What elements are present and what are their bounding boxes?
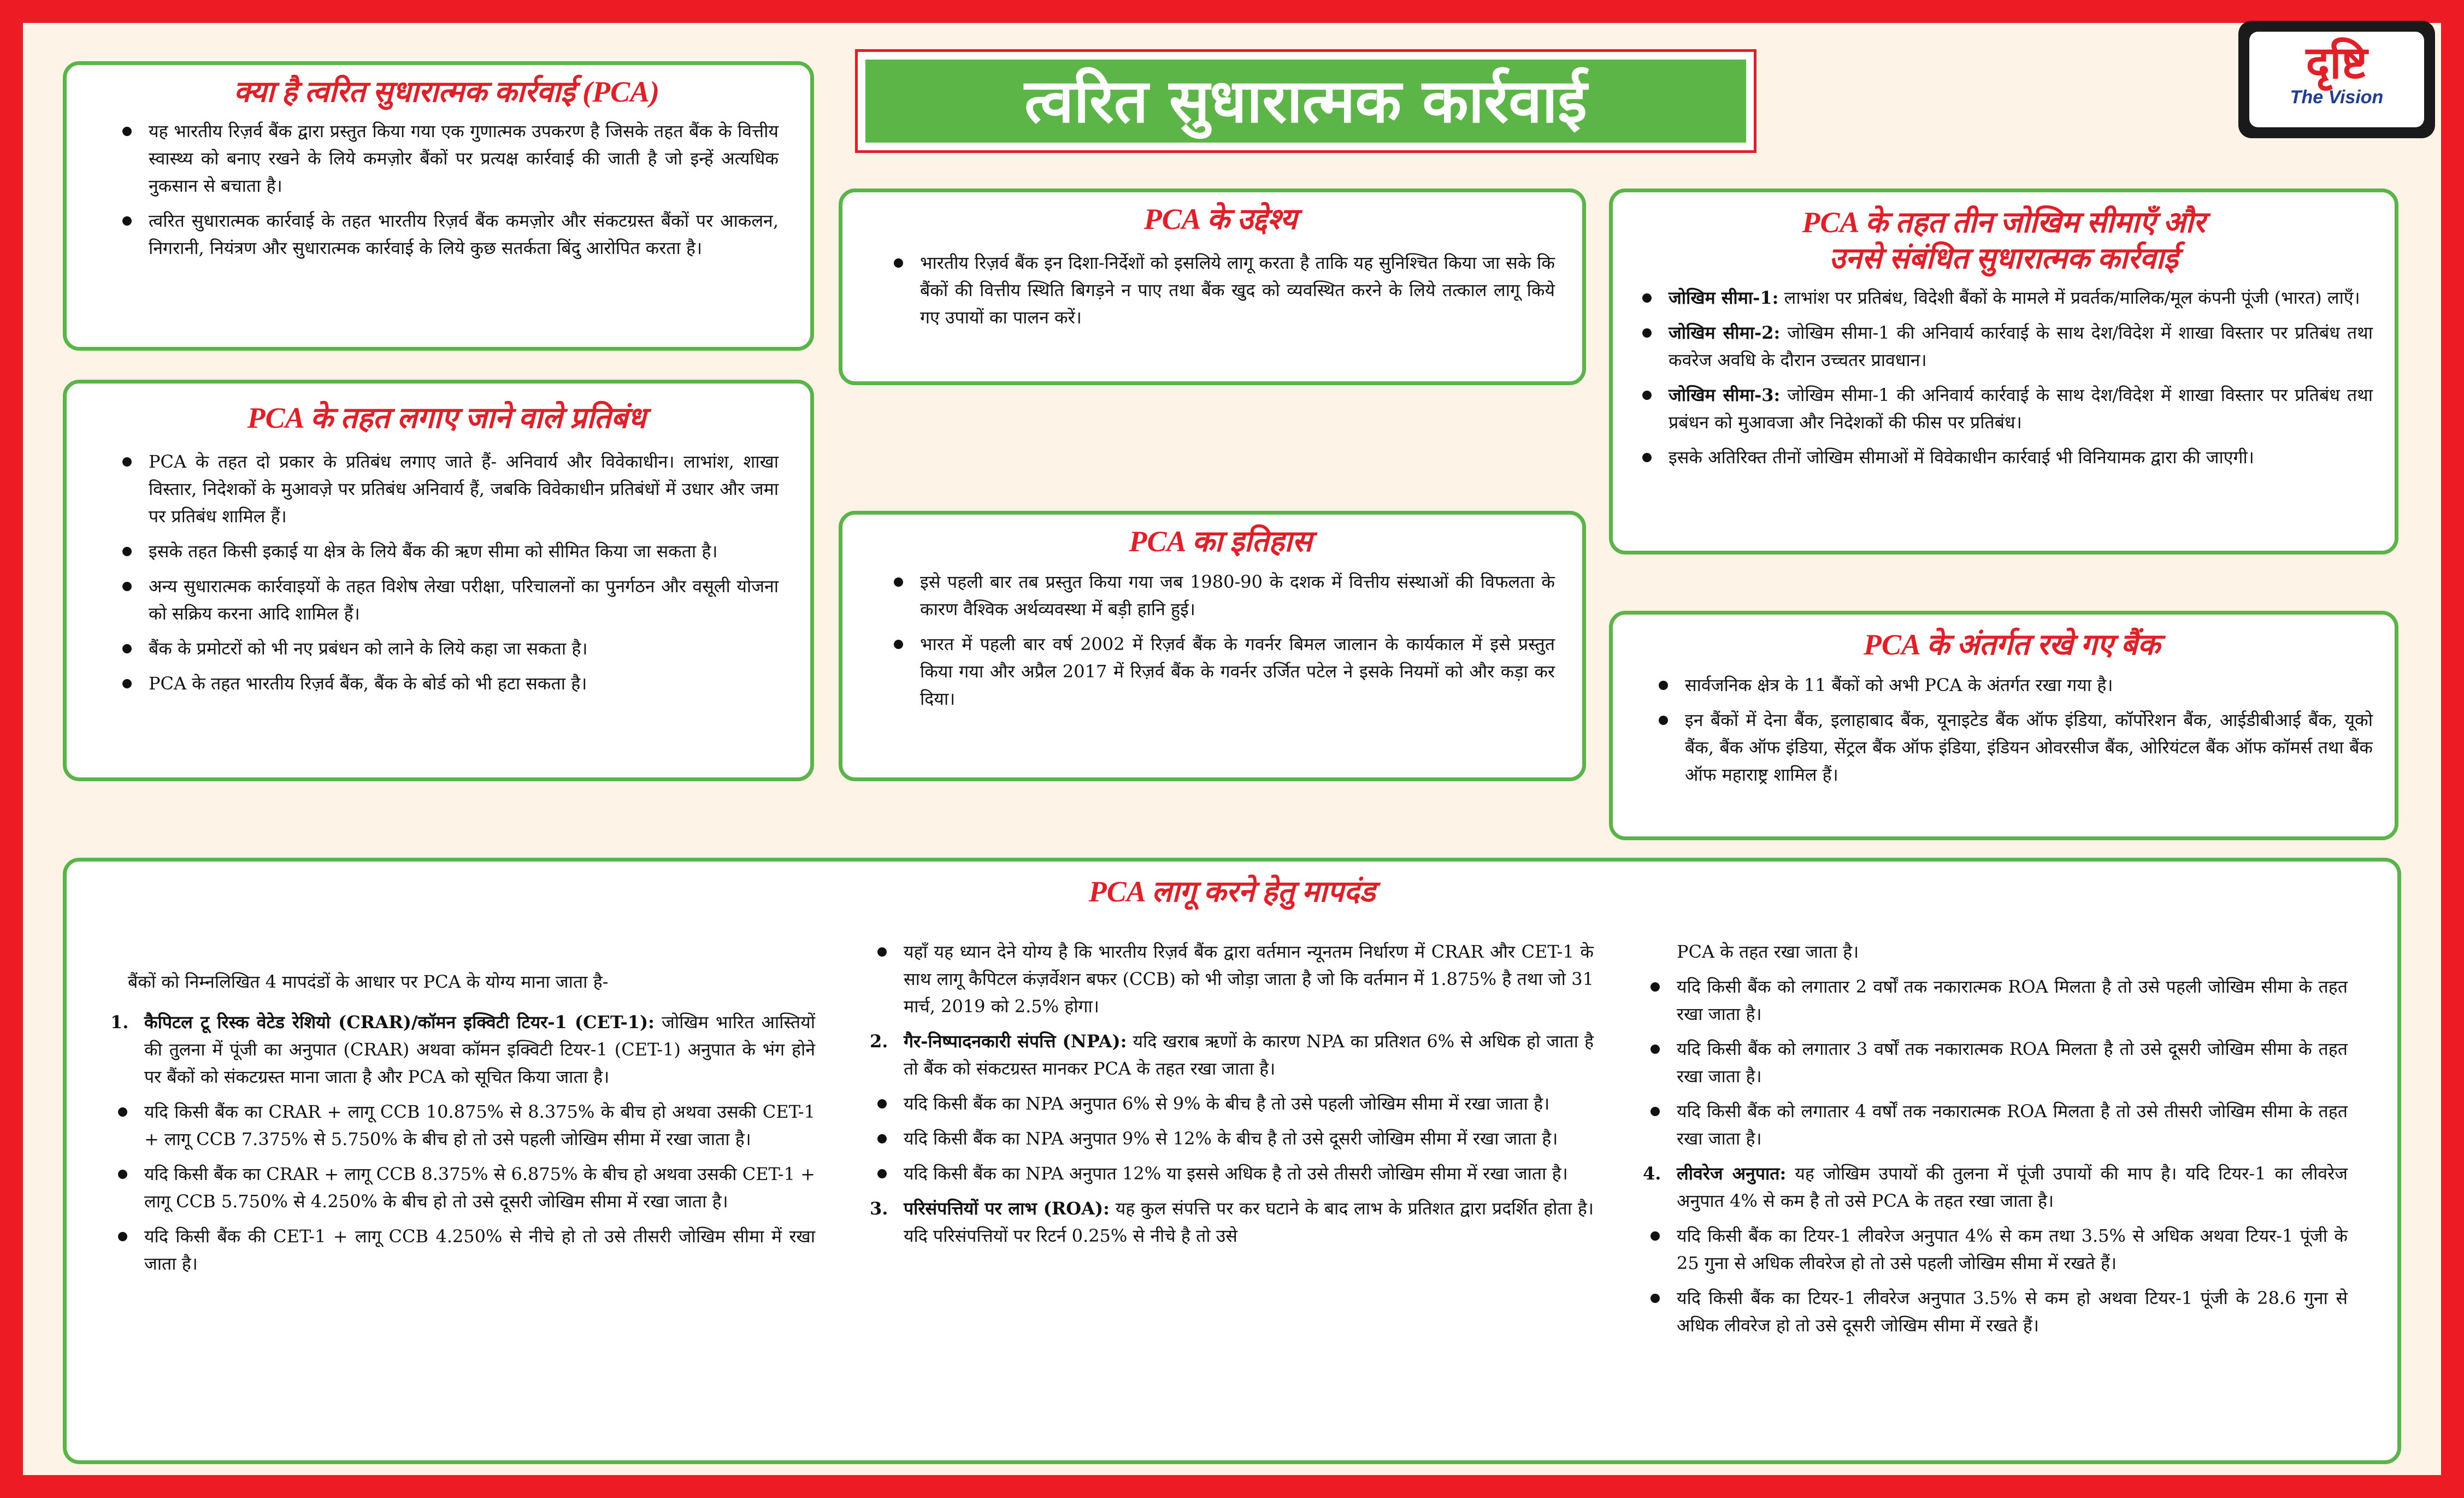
history-list xyxy=(886,568,1555,712)
risk-heading-line2: उनसे संबंधित सुधारात्मक कार्रवाई xyxy=(1829,242,2178,275)
risk-heading-line1: PCA के तहत तीन जोखिम सीमाएँ और xyxy=(1802,206,2206,239)
list-item xyxy=(1635,284,2373,311)
list-item: यह भारतीय रिज़र्व बैंक द्वारा प्रस्तुत किया गया एक गुणात्मक उपकरण है जिसके तहत बैंक के वित्तीय स्वास्थ्य को बनाए रखने के लिये कमज़ोर बैंकों पर प्रत्यक्ष कार्रवाई की जाती है जो इन्हें अत्यधिक नुकसान से बचाता है। xyxy=(115,117,779,199)
logo-tagline: The Vision xyxy=(2290,87,2384,108)
criterion-2 xyxy=(870,1028,1594,1082)
criterion-1-list xyxy=(110,1098,815,1277)
logo-card xyxy=(2249,32,2424,127)
list-item: PCA के तहत भारतीय रिज़र्व बैंक, बैंक के बोर्ड को भी हटा सकता है। xyxy=(115,670,779,697)
criterion-3 xyxy=(870,1195,1594,1249)
list-item xyxy=(1635,319,2373,374)
banks-heading: PCA के अंतर्गत रखे गए बैंक xyxy=(1863,628,2161,661)
criterion-3-list xyxy=(1643,973,2348,1152)
criterion-1 xyxy=(110,1009,815,1090)
criterion-text: यह कुल संपत्ति पर कर घटाने के बाद लाभ के प्रतिशत द्वारा प्रदर्शित होता है। यदि परिसंपत्तियों पर रिटर्न 0.25% से नीचे है तो उसे xyxy=(904,1198,1594,1246)
list-item: भारत में पहली बार वर्ष 2002 में रिज़र्व बैंक के गवर्नर बिमल जालान के कार्यकाल में इसे प्रस्तुत किया गया और अप्रैल 2017 में रिज़र्व बैंक के गवर्नर उर्जित पटेल ने इसके नियमों को और कड़ा कर दिया। xyxy=(886,630,1555,712)
threshold-label: जोखिम सीमा-3: xyxy=(1669,385,1781,405)
criterion-3-continued: PCA के तहत रखा जाता है। xyxy=(1677,941,1859,962)
criterion-number: 2. xyxy=(870,1031,888,1052)
list-item: यहाँ यह ध्यान देने योग्य है कि भारतीय रिज़र्व बैंक द्वारा वर्तमान न्यूनतम निर्धारण में CRAR और CET-1 के साथ लागू कैपिटल कंज़र्वेशन बफर (CCB) को भी जोड़ा जाता है जो कि वर्तमान में 1.875% है तथा जो 31 मार्च, 2019 को 2.5% होगा। xyxy=(870,938,1594,1020)
criterion-title: परिसंपत्तियों पर लाभ (ROA): xyxy=(904,1198,1110,1219)
threshold-text: लाभांश पर प्रतिबंध, विदेशी बैंकों के मामले में प्रवर्तक/मालिक/मूल कंपनी पूंजी (भारत) लाएँ। xyxy=(1784,287,2360,308)
restrictions-heading: PCA के तहत लगाए जाने वाले प्रतिबंध xyxy=(247,402,646,434)
list-item: भारतीय रिज़र्व बैंक इन दिशा-निर्देशों को इसलिये लागू करता है ताकि यह सुनिश्चित किया जा सके कि बैंकों की वित्तीय स्थिति बिगड़ने न पाए तथा बैंक खुद को व्यवस्थित करने के लिये तत्काल लागू किये गए उपायों का पालन करें। xyxy=(886,249,1555,331)
criterion-text: जोखिम भारित आस्तियों की तुलना में पूंजी का अनुपात (CRAR) अथवा कॉमन इक्विटी टियर-1 (CET-1) अनुपात के भंग होने पर बैंकों को संकटग्रस्त माना जाता है और PCA को सूचित किया जाता है। xyxy=(144,1012,816,1087)
list-item: यदि किसी बैंक का टियर-1 लीवरेज अनुपात 4% से कम तथा 3.5% से अधिक अथवा टियर-1 पूंजी के 25 गुना से अधिक लीवरेज हो तो उसे पहली जोखिम सीमा में रखते हैं। xyxy=(1643,1222,2348,1277)
what-is-pca-box xyxy=(63,61,814,351)
threshold-text: जोखिम सीमा-1 की अनिवार्य कार्रवाई के साथ देश/विदेश में शाखा विस्तार पर प्रतिबंध तथा कवरेज अवधि के दौरान उच्चतर प्रावधान। xyxy=(1669,322,2373,370)
objectives-box xyxy=(839,188,1586,385)
list-item: यदि किसी बैंक का NPA अनुपात 6% से 9% के बीच है तो उसे पहली जोखिम सीमा में रखा जाता है। xyxy=(870,1090,1594,1117)
criteria-column-1 xyxy=(110,968,815,1285)
criterion-4-list xyxy=(1643,1222,2348,1339)
criterion-number: 3. xyxy=(870,1198,888,1219)
criterion-4 xyxy=(1643,1160,2348,1214)
restrictions-box xyxy=(63,380,814,781)
list-item: यदि किसी बैंक को लगातार 3 वर्षों तक नकारात्मक ROA मिलता है तो उसे दूसरी जोखिम सीमा के तहत रखा जाता है। xyxy=(1643,1035,2348,1090)
list-item: त्वरित सुधारात्मक कार्रवाई के तहत भारतीय रिज़र्व बैंक कमज़ोर और संकटग्रस्त बैंकों पर आकलन, निगरानी, नियंत्रण और सुधारात्मक कार्रवाई के लिये कुछ सतर्कता बिंदु आरोपित करता है। xyxy=(115,207,779,262)
criteria-box xyxy=(63,858,2401,1464)
criteria-column-3 xyxy=(1643,938,2348,1347)
banks-under-pca-box xyxy=(1609,611,2398,840)
list-item: इसके तहत किसी इकाई या क्षेत्र के लिये बैंक की ऋण सीमा को सीमित किया जा सकता है। xyxy=(115,538,779,565)
list-item: यदि किसी बैंक का NPA अनुपात 9% से 12% के बीच है तो उसे दूसरी जोखिम सीमा में रखा जाता है। xyxy=(870,1125,1594,1152)
criteria-heading: PCA लागू करने हेतु मापदंड xyxy=(1088,875,1376,908)
criterion-text: यदि खराब ऋणों के कारण NPA का प्रतिशत 6% से अधिक हो जाता है तो बैंक को संकटग्रस्त मानकर PCA के तहत रखा जाता है। xyxy=(904,1031,1594,1079)
list-item: यदि किसी बैंक का CRAR + लागू CCB 10.875% से 8.375% के बीच हो अथवा उसकी CET-1 + लागू CCB 7.375% से 5.750% के बीच हो तो उसे पहली जोखिम सीमा में रखा जाता है। xyxy=(110,1098,815,1153)
risk-thresholds-box xyxy=(1609,188,2398,555)
risk-thresholds-list xyxy=(1635,284,2373,471)
what-is-pca-list xyxy=(115,117,779,262)
page-title: त्वरित सुधारात्मक कार्रवाई xyxy=(865,60,1746,143)
drishti-logo xyxy=(2238,21,2435,138)
criterion-2-list xyxy=(870,1090,1594,1187)
restrictions-list xyxy=(115,448,779,697)
list-item: PCA के तहत दो प्रकार के प्रतिबंध लगाए जाते हैं- अनिवार्य और विवेकाधीन। लाभांश, शाखा विस्तार, निदेशकों के मुआवज़े पर प्रतिबंध अनिवार्य हैं, जबकि विवेकाधीन प्रतिबंधों में उधार और जमा पर प्रतिबंध शामिल हैं। xyxy=(115,448,779,530)
history-box xyxy=(839,511,1586,781)
threshold-label: जोखिम सीमा-1: xyxy=(1669,287,1779,308)
criteria-column-2 xyxy=(870,938,1594,1257)
criterion-title: लीवरेज अनुपात: xyxy=(1677,1163,1787,1184)
list-item: इन बैंकों में देना बैंक, इलाहाबाद बैंक, यूनाइटेड बैंक ऑफ इंडिया, कॉर्पोरेशन बैंक, आईडीबीआई बैंक, यूको बैंक, बैंक ऑफ इंडिया, सेंट्रल बैंक ऑफ इंडिया, इंडियन ओवरसीज बैंक, ओरियंटल बैंक ऑफ कॉमर्स तथा बैंक ऑफ महाराष्ट्र शामिल हैं। xyxy=(1651,706,2373,788)
criterion-text: यह जोखिम उपायों की तुलना में पूंजी उपायों की माप है। यदि टियर-1 का लीवरेज अनुपात 4% से कम है तो उसे PCA के तहत रखा जाता है। xyxy=(1677,1163,2348,1211)
criterion-number: 1. xyxy=(110,1012,129,1033)
threshold-text: जोखिम सीमा-1 की अनिवार्य कार्रवाई के साथ देश/विदेश में शाखा विस्तार पर प्रतिबंध तथा प्रबंधन को मुआवजा और निदेशकों की फीस पर प्रतिबंध। xyxy=(1669,385,2373,433)
list-item: यदि किसी बैंक का CRAR + लागू CCB 8.375% से 6.875% के बीच हो अथवा उसकी CET-1 + लागू CCB 5.750% से 4.250% के बीच हो तो उसे दूसरी जोखिम सीमा में रखा जाता है। xyxy=(110,1160,815,1215)
what-is-pca-heading: क्या है त्वरित सुधारात्मक कार्रवाई (PCA) xyxy=(233,75,660,108)
logo-mark: दृष्टि xyxy=(2306,37,2368,89)
criterion-number: 4. xyxy=(1643,1163,1661,1184)
title-banner xyxy=(855,49,1756,153)
list-item: बैंक के प्रमोटरों को भी नए प्रबंधन को लाने के लिये कहा जा सकता है। xyxy=(115,635,779,662)
criterion-title: गैर-निष्पादनकारी संपत्ति (NPA): xyxy=(904,1031,1127,1052)
history-heading: PCA का इतिहास xyxy=(1129,525,1312,558)
list-item: सार्वजनिक क्षेत्र के 11 बैंकों को अभी PCA के अंतर्गत रखा गया है। xyxy=(1651,671,2373,699)
threshold-label: जोखिम सीमा-2: xyxy=(1669,322,1781,343)
list-item: यदि किसी बैंक का NPA अनुपात 12% या इससे अधिक है तो उसे तीसरी जोखिम सीमा में रखा जाता है। xyxy=(870,1160,1594,1187)
list-item xyxy=(1635,444,2373,471)
criteria-intro: बैंकों को निम्नलिखित 4 मापदंडों के आधार पर PCA के योग्य माना जाता है- xyxy=(128,971,609,992)
banks-list xyxy=(1651,671,2373,788)
list-item xyxy=(1635,381,2373,436)
threshold-text: इसके अतिरिक्त तीनों जोखिम सीमाओं में विवेकाधीन कार्रवाई भी विनियामक द्वारा की जाएगी। xyxy=(1669,447,2254,468)
list-item: यदि किसी बैंक को लगातार 4 वर्षों तक नकारात्मक ROA मिलता है तो उसे तीसरी जोखिम सीमा के तहत रखा जाता है। xyxy=(1643,1098,2348,1152)
objectives-list xyxy=(886,249,1555,331)
list-item: यदि किसी बैंक की CET-1 + लागू CCB 4.250% से नीचे हो तो उसे तीसरी जोखिम सीमा में रखा जाता है। xyxy=(110,1223,815,1277)
list-item: यदि किसी बैंक का टियर-1 लीवरेज अनुपात 3.5% से कम हो अथवा टियर-1 पूंजी के 28.6 गुना से अधिक लीवरेज हो तो उसे दूसरी जोखिम सीमा में रखते हैं। xyxy=(1643,1284,2348,1339)
list-item: यदि किसी बैंक को लगातार 2 वर्षों तक नकारात्मक ROA मिलता है तो उसे पहली जोखिम सीमा के तहत रखा जाता है। xyxy=(1643,973,2348,1028)
objectives-heading: PCA के उद्देश्य xyxy=(1143,203,1298,235)
criterion-title: कैपिटल टू रिस्क वेटेड रेशियो (CRAR)/कॉमन इक्विटी टियर-1 (CET-1): xyxy=(144,1012,655,1033)
list-item: इसे पहली बार तब प्रस्तुत किया गया जब 1980-90 के दशक में वित्तीय संस्थाओं की विफलता के कारण वैश्विक अर्थव्यवस्था में बड़ी हानि हुई। xyxy=(886,568,1555,623)
list-item: अन्य सुधारात्मक कार्रवाइयों के तहत विशेष लेखा परीक्षा, परिचालनों का पुनर्गठन और वसूली योजना को सक्रिय करना आदि शामिल हैं। xyxy=(115,573,779,627)
criterion-1-note-list xyxy=(870,938,1594,1020)
